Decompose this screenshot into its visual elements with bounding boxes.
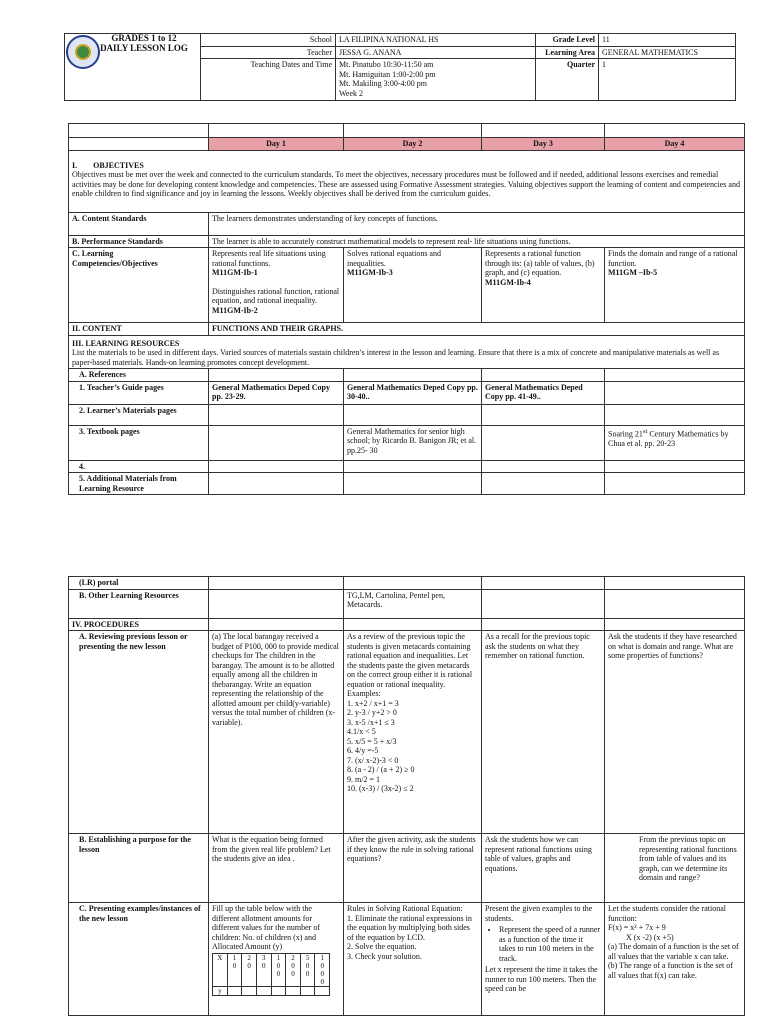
day-1-header: Day 1 (209, 138, 344, 151)
review-day-2: As a review of the previous topic the students is given metacards containing rational equation and inequalities. Let the students paste the given metacards on the correct group either it is rational equation or rational inequality. Examples: 1. x+2 / x+1 = 3 2. y-3 / y+2 > 0 3. x-5 /x+1 ≤ 3 4.1/x < 5 5. x/5 = 5 + x/3 6. 4/y =-5 7. (x/ x-2)-3 < 0 8. (a - 2) / (a + 2) ≥ 0 9. m/2 = 1 10. (x-3) / (3x-2) ≤ 2 (344, 631, 482, 834)
objectives-num: I. (72, 160, 78, 170)
day-2-header: Day 2 (344, 138, 482, 151)
dates-label: Teaching Dates and Time (201, 59, 336, 101)
performance-standards-text: The learner is able to accurately construct mathematical models to represent real- life situations using functions. (209, 235, 745, 248)
presenting-day-4: Let the students consider the rational function: F(x) = x² + 7x + 9 X (x -2) (x +5) (a) The domain of a function is the set of all values that the variable x can take. (b) The range of a function is the set of all values that f(x) can take. (605, 903, 745, 1016)
dates-value: Mt. Pinatubo 10:30-11:50 am Mt. Hamiguitan 1:00-2:00 pm Mt. Makiling 3:00-4:00 pm Week 2 (336, 59, 536, 101)
day-4-header: Day 4 (605, 138, 745, 151)
teacher-label: Teacher (201, 46, 336, 59)
log-title: DAILY LESSON LOG (100, 43, 188, 53)
lr-portal-label: (LR) portal (69, 577, 209, 590)
resources-text: List the materials to be used in different days. Varied sources of materials sustain children’s interest in the lesson and learning. Ensure that there is a mix of concrete and manipulative materials as well as paper-based materials. Hands-on learning promotes concept development. (72, 348, 720, 367)
review-day-4: Ask the students if they have researched on what is domain and range. What are some properties of functions? (605, 631, 745, 834)
competencies-day-3: Represents a rational function through its: (a) table of values, (b) graph, and (c) equation. M11GM-Ib-4 (482, 248, 605, 323)
presenting-day-2: Rules in Solving Rational Equation: 1. Eliminate the rational expressions in the equation by multiplying both sides of the equation by LCD. 2. Solve the equation. 3. Check your solution. (344, 903, 482, 1016)
other-resources-label: B. Other Learning Resources (69, 589, 209, 618)
area-label: Learning Area (536, 46, 599, 59)
item-4-label: 4. (69, 460, 209, 473)
review-day-1: (a) The local barangay received a budget of P100, 000 to provide medical checkups for The children in the barangay. The amount is to be allotted equally among all the children in thebarangay. Write an equation representing the relationship of the allotted amount per child(y-variable) versus the total number of children (x-variable). (209, 631, 344, 834)
resources-label: III. LEARNING RESOURCES (72, 338, 180, 348)
teacher-value: JESSA G. ANANA (336, 46, 536, 59)
header-table (64, 33, 736, 101)
content-standards-label: A. Content Standards (69, 212, 209, 235)
purpose-day-1: What is the equation being formed from the given real life problem? Let the students give an idea . (209, 834, 344, 903)
competencies-day-1: Represents real life situations using rational functions. M11GM-Ib-1 Distinguishes rational function, rational equation, and rational inequality. M11GM-Ib-2 (209, 248, 344, 323)
other-resources-day-2: TG,LM, Cartolina, Pentel pen, Metacards. (344, 589, 482, 618)
day-3-header: Day 3 (482, 138, 605, 151)
tg-day-1: General Mathematics Deped Copy pp. 23-29. (209, 381, 344, 404)
competencies-day-2: Solves rational equations and inequalities. M11GM-Ib-3 (344, 248, 482, 323)
tg-day-3: General Mathematics Deped Copy pp. 41-49.. (482, 381, 605, 404)
presenting-day-3: Present the given examples to the students. • Represent the speed of a runner as a function of the time it takes to run 100 meters in the track. Let x represent the time it takes the runner to run 100 meters. Then the speed can be (482, 903, 605, 1016)
tg-label: 1. Teacher’s Guide pages (69, 381, 209, 404)
content-text: FUNCTIONS AND THEIR GRAPHS. (209, 323, 745, 336)
resources-section (69, 335, 745, 369)
purpose-label: B. Establishing a purpose for the lesson (69, 834, 209, 903)
area-value: GENERAL MATHEMATICS (599, 46, 736, 59)
tg-day-2: General Mathematics Deped Copy pp. 30-40.. (344, 381, 482, 404)
content-standards-text: The learners demonstrates understanding of key concepts of functions. (209, 212, 745, 235)
grade-label: Grade Level (536, 34, 599, 47)
competencies-day-4: Finds the domain and range of a rational function. M11GM –Ib-5 (605, 248, 745, 323)
school-label: School (201, 34, 336, 47)
purpose-day-3: Ask the students how we can represent rational functions using table of values, graphs and equations. (482, 834, 605, 903)
textbook-day-4: Soaring 21st Century Mathematics by Chua et al. pp. 20-23 (605, 425, 745, 460)
review-label: A. Reviewing previous lesson or presenting the new lesson (69, 631, 209, 834)
performance-standards-label: B. Performance Standards (69, 235, 209, 248)
lesson-table-page-1 (68, 123, 745, 495)
objectives-heading: OBJECTIVES (93, 160, 144, 170)
objectives-text: Objectives must be met over the week and connected to the curriculum standards. To meet the objectives, necessary procedures must be followed and if needed, additional lessons exercises and remedial activities may be done for developing content knowledge and competencies. These are assessed using Formative Assessment strategies. Valuing objectives support the learning of content and competencies and enable children to find significance and joy in learning the lessons. Weekly objectives shall be derived from the curriculum guides. (72, 170, 740, 198)
additional-materials-label: 5. Additional Materials from Learning Resource (69, 473, 209, 495)
lm-label: 2. Learner’s Materials pages (69, 404, 209, 425)
textbook-label: 3. Textbook pages (69, 425, 209, 460)
allotment-table: X 1 0 2 0 3 0 1 0 0 2 0 0 5 0 0 1 0 0 0 y (212, 953, 330, 996)
textbook-day-2: General Mathematics for senior high school; by Ricardo B. Banigon JR; et al. pp.25- 30 (344, 425, 482, 460)
quarter-label: Quarter (536, 59, 599, 101)
procedures-label: IV. PROCEDURES (69, 618, 209, 631)
grade-value: 11 (599, 34, 736, 47)
lesson-table-page-2 (68, 576, 745, 1016)
quarter-value: 1 (599, 59, 736, 101)
objectives-section (69, 150, 745, 212)
presenting-label: C. Presenting examples/instances of the new lesson (69, 903, 209, 1016)
competencies-label: C. Learning Competencies/Objectives (69, 248, 209, 323)
school-value: LA FILIPINA NATIONAL HS (336, 34, 536, 47)
purpose-day-4: From the previous topic on representing rational functions from table of values and its graph, can we determine its domain and range? (605, 834, 745, 903)
review-day-3: As a recall for the previous topic ask the students on what they remember on rational function. (482, 631, 605, 834)
content-label: II. CONTENT (69, 323, 209, 336)
grades-heading: GRADES 1 to 12 (111, 33, 177, 43)
purpose-day-2: After the given activity, ask the students if they know the rule in solving rational equations? (344, 834, 482, 903)
presenting-day-1: Fill up the table below with the different allotment amounts for different values for the number of children: No. of children (x) and Allocated Amount (y) X 1 0 2 0 3 0 1 0 0 2 0 0 5 0 0 1 0 0 0 y (209, 903, 344, 1016)
references-label: A. References (69, 369, 209, 382)
